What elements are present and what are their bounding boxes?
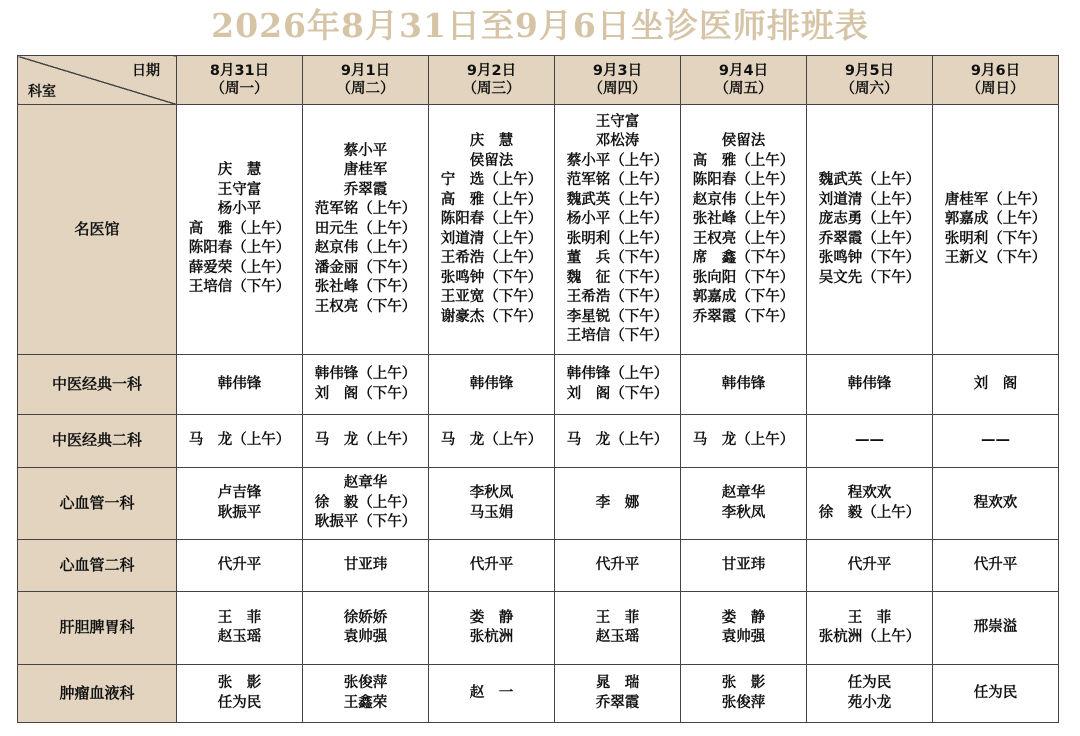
schedule-cell: [933, 540, 1059, 592]
schedule-cell: [933, 415, 1059, 468]
day-weekday: （周三）: [462, 81, 521, 97]
doctor-entry: 马 龙（上午）: [188, 432, 291, 449]
doctor-entry: 田元生（上午）: [314, 220, 417, 237]
doctor-entry: 王希浩（上午）: [440, 250, 543, 266]
schedule-cell: [681, 540, 807, 592]
doctor-entry: 侯留法: [469, 152, 514, 169]
doctor-entry: 张 影: [721, 675, 766, 691]
day-header: [555, 56, 681, 105]
doctor-entry: 韩伟锋: [469, 375, 514, 392]
doctor-entry: 卢吉锋: [217, 485, 262, 501]
department-name: 中医经典二科: [18, 415, 177, 468]
doctor-entry: 徐 毅（上午）: [818, 504, 921, 521]
doctor-entry: 蔡小平: [343, 142, 388, 159]
doctor-entry: 郭嘉成（上午）: [944, 211, 1047, 227]
doctor-entry: 王权亮（上午）: [692, 230, 795, 247]
doctor-entry: 马 龙（上午）: [692, 432, 795, 449]
doctor-entry: 赵章华: [721, 485, 766, 501]
doctor-entry: 乔翠霞: [595, 694, 640, 711]
doctor-entry: 任为民: [847, 675, 892, 691]
doctor-entry: 薛爱荣（上午）: [188, 259, 291, 276]
department-row: [18, 468, 1059, 540]
header-row: [18, 56, 1059, 105]
doctor-entry: 张俊萍: [721, 694, 766, 711]
doctor-entry: 郭嘉成（下午）: [692, 289, 795, 305]
schedule-cell: [555, 468, 681, 540]
day-weekday: （周一）: [210, 81, 269, 97]
doctor-entry: 袁帅强: [343, 629, 388, 645]
doctor-entry: 董 兵（下午）: [566, 250, 669, 266]
doctor-entry: 魏 征（下午）: [566, 269, 669, 286]
doctor-entry: 席 鑫（下午）: [692, 250, 795, 266]
doctor-entry: 魏武英（上午）: [566, 191, 669, 208]
doctor-entry: 代升平: [973, 556, 1018, 573]
doctor-entry: 徐 毅（上午）: [314, 494, 417, 511]
doctor-entry: 庞志勇（上午）: [818, 211, 921, 227]
doctor-entry: 王守富: [595, 113, 640, 130]
doctor-entry: 耿振平（下午）: [314, 514, 417, 531]
doctor-entry: 袁帅强: [721, 629, 766, 645]
doctor-entry: 徐娇娇: [343, 609, 388, 626]
doctor-entry: 张向阳（下午）: [692, 269, 795, 286]
doctor-entry: 马玉娟: [469, 504, 514, 521]
doctor-entry: 李星锐（下午）: [566, 308, 669, 325]
doctor-entry: 程欢欢: [973, 494, 1018, 511]
doctor-entry: 高 雅（上午）: [440, 191, 543, 208]
doctor-entry: 吴文先（下午）: [818, 269, 921, 286]
doctor-entry: 娄 静: [469, 609, 514, 626]
schedule-cell: [177, 665, 303, 723]
schedule-cell: [177, 540, 303, 592]
schedule-cell: [429, 540, 555, 592]
schedule-cell: [555, 592, 681, 665]
doctor-entry: 王希浩（下午）: [566, 289, 669, 305]
day-header: [807, 56, 933, 105]
schedule-cell: [807, 355, 933, 415]
doctor-entry: 李 娜: [595, 494, 640, 511]
day-weekday: （周日）: [966, 81, 1025, 97]
day-weekday: （周五）: [714, 81, 773, 97]
doctor-entry: 韩伟锋: [721, 375, 766, 392]
day-weekday: （周二）: [336, 81, 395, 97]
schedule-cell: [807, 415, 933, 468]
doctor-entry: 邓松涛: [595, 133, 640, 149]
schedule-cell: [429, 355, 555, 415]
doctor-entry: 赵 一: [469, 684, 514, 701]
doctor-entry: 王 菲: [217, 609, 262, 626]
page-title: 2026年8月31日至9月6日坐诊医师排班表: [211, 6, 869, 45]
doctor-entry: 赵京伟（上午）: [692, 191, 795, 208]
doctor-entry: 耿振平: [217, 504, 262, 521]
department-name: 心血管一科: [18, 468, 177, 540]
doctor-entry: 乔翠霞（下午）: [692, 308, 795, 325]
department-name: 肿瘤血液科: [18, 665, 177, 723]
schedule-cell: [807, 665, 933, 723]
doctor-entry: 张俊萍: [343, 675, 388, 691]
schedule-cell: [681, 105, 807, 355]
doctor-entry: 邢崇溢: [973, 619, 1018, 636]
day-weekday: （周四）: [588, 81, 647, 97]
doctor-entry: 代升平: [847, 556, 892, 573]
doctor-entry: 王培信（下午）: [188, 279, 291, 296]
doctor-entry: 庆 慧: [217, 162, 262, 179]
corner-header-cell: [18, 56, 177, 105]
doctor-entry: 张鸣钟（下午）: [818, 250, 921, 266]
schedule-cell: [303, 468, 429, 540]
day-date: 9月5日: [844, 63, 895, 79]
department-name: 中医经典一科: [18, 355, 177, 415]
schedule-cell: [681, 468, 807, 540]
schedule-cell: [681, 665, 807, 723]
doctor-entry: 王新义（下午）: [944, 250, 1047, 266]
schedule-cell: [303, 665, 429, 723]
doctor-entry: 杨小平（上午）: [566, 211, 669, 227]
department-row: [18, 355, 1059, 415]
schedule-cell: [933, 592, 1059, 665]
doctor-entry: 王权亮（下午）: [314, 298, 417, 315]
corner-date-label: 日期: [132, 63, 160, 79]
doctor-entry: 王 菲: [595, 609, 640, 626]
schedule-cell: [933, 665, 1059, 723]
doctor-entry: 赵京伟（上午）: [314, 240, 417, 257]
doctor-entry: 侯留法: [721, 133, 766, 149]
schedule-cell: [303, 592, 429, 665]
schedule-cell: [555, 105, 681, 355]
schedule-cell: [933, 468, 1059, 540]
department-row: [18, 415, 1059, 468]
schedule-cell: [555, 540, 681, 592]
doctor-entry: 甘亚玮: [343, 556, 388, 573]
doctor-entry: 苑小龙: [847, 694, 892, 711]
doctor-entry: 张社峰（下午）: [314, 279, 417, 296]
doctor-entry: 王鑫荣: [343, 694, 388, 711]
doctor-entry: 范军铭（上午）: [314, 201, 417, 218]
doctor-entry: 张杭洲: [469, 629, 514, 645]
department-name: 肝胆脾胃科: [18, 592, 177, 665]
schedule-cell: [303, 355, 429, 415]
schedule-cell: [303, 540, 429, 592]
schedule-cell: [429, 415, 555, 468]
doctor-entry: 陈阳春（上午）: [188, 240, 291, 257]
schedule-cell: [807, 105, 933, 355]
doctor-entry: 马 龙（上午）: [440, 432, 543, 449]
schedule-cell: [807, 540, 933, 592]
day-date: 8月31日: [209, 63, 270, 79]
schedule-cell: [933, 355, 1059, 415]
doctor-entry: 马 龙（上午）: [566, 432, 669, 449]
doctor-entry: 宁 选（上午）: [440, 172, 543, 188]
schedule-cell: [933, 105, 1059, 355]
doctor-entry: 韩伟锋（上午）: [314, 366, 417, 382]
doctor-entry: 娄 静: [721, 609, 766, 626]
schedule-cell: [303, 415, 429, 468]
schedule-cell: [555, 665, 681, 723]
schedule-cell: [429, 592, 555, 665]
doctor-entry: 韩伟锋（上午）: [566, 366, 669, 382]
day-header: [177, 56, 303, 105]
doctor-entry: 高 雅（上午）: [692, 152, 795, 169]
doctor-entry: 刘道清（上午）: [818, 191, 921, 208]
doctor-entry: 高 雅（上午）: [188, 220, 291, 237]
schedule-table: [17, 55, 1059, 723]
doctor-entry: 刘 阁: [973, 375, 1018, 392]
doctor-entry: 张杭洲（上午）: [818, 629, 921, 645]
doctor-entry: 张鸣钟（下午）: [440, 269, 543, 286]
schedule-cell: [303, 105, 429, 355]
schedule-cell: [177, 105, 303, 355]
schedule-cell: [429, 665, 555, 723]
schedule-cell: [555, 415, 681, 468]
doctor-entry: 陈阳春（上午）: [692, 172, 795, 188]
doctor-entry: 王亚宽（下午）: [440, 289, 543, 305]
doctor-entry: 甘亚玮: [721, 556, 766, 573]
doctor-entry: 代升平: [469, 556, 514, 573]
schedule-cell: [429, 468, 555, 540]
doctor-entry: 张 影: [217, 675, 262, 691]
doctor-entry: 王培信（下午）: [566, 328, 669, 344]
doctor-entry: 庆 慧: [469, 133, 514, 149]
day-header: [303, 56, 429, 105]
schedule-cell: [177, 592, 303, 665]
schedule-cell: [681, 415, 807, 468]
doctor-entry: 赵玉瑶: [595, 629, 640, 645]
doctor-entry: 张明利（下午）: [944, 230, 1047, 247]
doctor-entry: ——: [855, 432, 884, 449]
day-date: 9月4日: [718, 63, 769, 79]
doctor-entry: 任为民: [217, 694, 262, 711]
doctor-entry: 刘道清（上午）: [440, 230, 543, 247]
day-header: [933, 56, 1059, 105]
department-row: [18, 665, 1059, 723]
department-row: [18, 592, 1059, 665]
doctor-entry: 李秋凤: [721, 504, 766, 521]
department-name: 名医馆: [18, 105, 177, 355]
department-row: [18, 105, 1059, 355]
doctor-entry: 马 龙（上午）: [314, 432, 417, 449]
doctor-entry: 刘 阁（下午）: [566, 385, 669, 402]
doctor-entry: 晁 瑞: [595, 675, 640, 691]
doctor-entry: 张社峰（上午）: [692, 211, 795, 227]
corner-dept-label: 科室: [28, 84, 56, 100]
doctor-entry: 乔翠霞（上午）: [818, 230, 921, 247]
doctor-entry: 王 菲: [847, 609, 892, 626]
doctor-entry: 王守富: [217, 181, 262, 198]
doctor-entry: 代升平: [595, 556, 640, 573]
day-date: 9月1日: [340, 63, 391, 79]
doctor-entry: 乔翠霞: [343, 181, 388, 198]
day-date: 9月2日: [466, 63, 517, 79]
doctor-entry: 唐桂军（上午）: [944, 191, 1047, 208]
doctor-entry: 赵玉瑶: [217, 629, 262, 645]
schedule-cell: [807, 468, 933, 540]
day-date: 9月3日: [592, 63, 643, 79]
doctor-entry: 代升平: [217, 556, 262, 573]
doctor-entry: 韩伟锋: [217, 375, 262, 392]
schedule-cell: [177, 355, 303, 415]
doctor-entry: 陈阳春（上午）: [440, 211, 543, 227]
doctor-entry: 刘 阁（下午）: [314, 385, 417, 402]
doctor-entry: ——: [981, 432, 1010, 449]
doctor-entry: 赵章华: [343, 475, 388, 492]
doctor-entry: 任为民: [973, 684, 1018, 701]
doctor-entry: 李秋凤: [469, 485, 514, 501]
schedule-cell: [177, 415, 303, 468]
schedule-cell: [681, 355, 807, 415]
schedule-cell: [555, 355, 681, 415]
doctor-entry: 张明利（上午）: [566, 230, 669, 247]
schedule-cell: [807, 592, 933, 665]
doctor-entry: 魏武英（上午）: [818, 172, 921, 188]
doctor-entry: 范军铭（上午）: [566, 172, 669, 188]
day-weekday: （周六）: [840, 81, 899, 97]
department-name: 心血管二科: [18, 540, 177, 592]
doctor-entry: 谢豪杰（下午）: [440, 308, 543, 325]
day-header: [681, 56, 807, 105]
doctor-entry: 程欢欢: [847, 485, 892, 501]
doctor-entry: 韩伟锋: [847, 375, 892, 392]
doctor-entry: 杨小平: [217, 201, 262, 218]
doctor-entry: 潘金丽（下午）: [314, 259, 417, 276]
doctor-entry: 唐桂军: [343, 162, 388, 179]
schedule-cell: [681, 592, 807, 665]
day-date: 9月6日: [970, 63, 1021, 79]
doctor-entry: 蔡小平（上午）: [566, 152, 669, 169]
schedule-cell: [177, 468, 303, 540]
department-row: [18, 540, 1059, 592]
schedule-cell: [429, 105, 555, 355]
day-header: [429, 56, 555, 105]
